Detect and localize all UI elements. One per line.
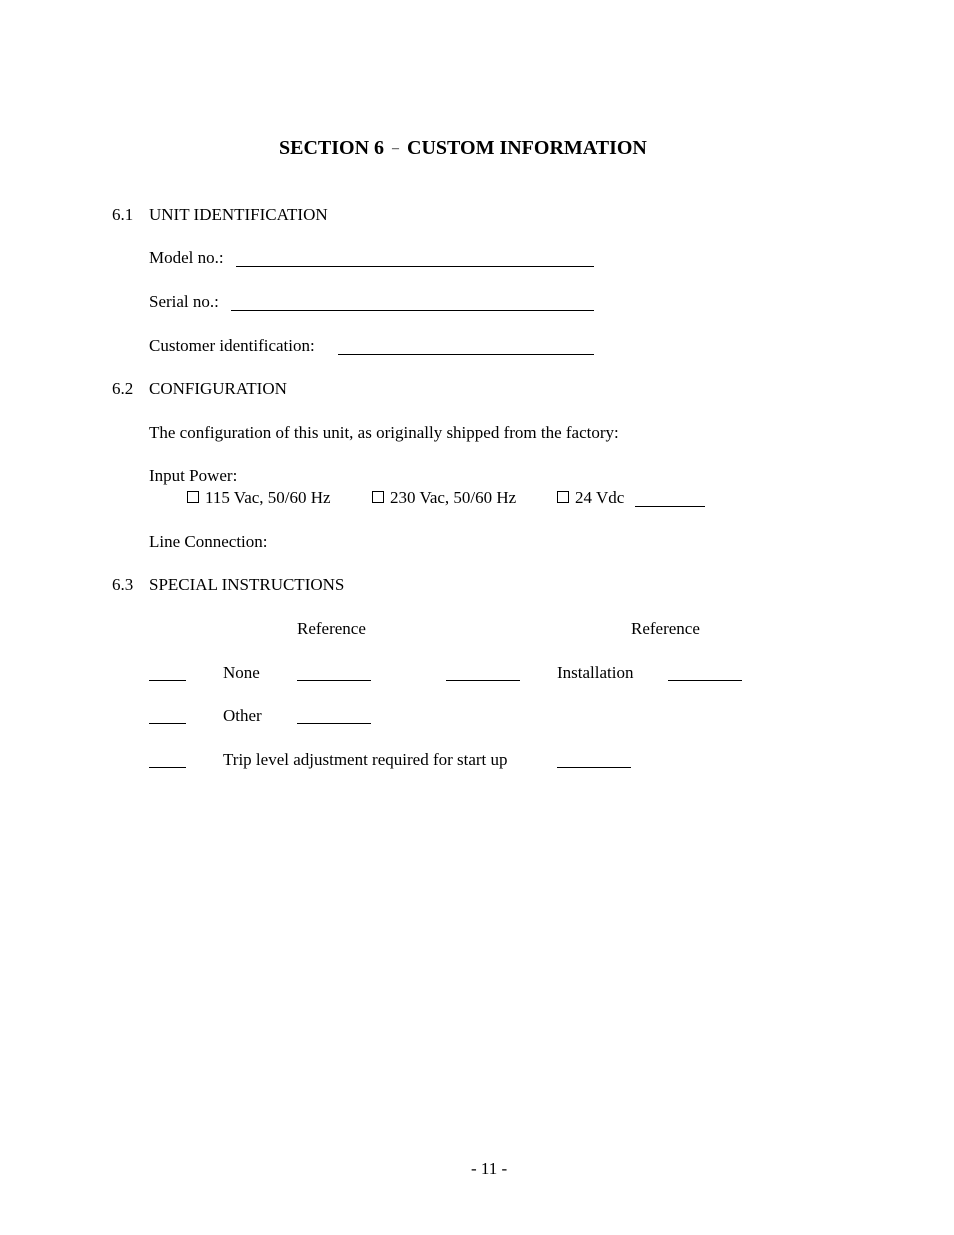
line-connection-label: Line Connection: (149, 532, 268, 551)
24vdc-field[interactable] (635, 506, 705, 507)
page-number: - 11 - (471, 1159, 508, 1178)
section-6-2-number: 6.2 (112, 379, 134, 398)
model-field[interactable] (236, 266, 594, 267)
checkbox-230vac[interactable] (372, 491, 384, 503)
other-reference-field[interactable] (297, 723, 371, 724)
trip-check-field[interactable] (149, 767, 186, 768)
other-check-field[interactable] (149, 723, 186, 724)
section-6-3-number: 6.3 (112, 575, 134, 594)
section-6-1-title: UNIT IDENTIFICATION (149, 205, 328, 224)
none-label: None (223, 663, 260, 682)
none-reference-field[interactable] (297, 680, 371, 681)
section-6-1-number: 6.1 (112, 205, 134, 224)
customer-id-field[interactable] (338, 354, 594, 355)
input-power-label: Input Power: (149, 466, 238, 485)
title-dash: – (392, 141, 400, 156)
serial-field[interactable] (231, 310, 594, 311)
none-check-field[interactable] (149, 680, 186, 681)
page-title (279, 136, 647, 163)
installation-label: Installation (557, 663, 634, 682)
section-6-2-title: CONFIGURATION (149, 379, 287, 398)
option-24vdc-label: 24 Vdc (575, 488, 625, 507)
section-number: SECTION 6 (279, 137, 385, 159)
trip-level-label: Trip level adjustment required for start up (223, 750, 508, 769)
reference-header-right: Reference (631, 619, 700, 638)
checkbox-24vdc[interactable] (557, 491, 569, 503)
configuration-intro: The configuration of this unit, as originally shipped from the factory: (149, 423, 619, 442)
section-6-3-title: SPECIAL INSTRUCTIONS (149, 575, 345, 594)
section-title: CUSTOM INFORMATION (407, 137, 647, 159)
option-230vac[interactable] (372, 488, 516, 508)
customer-id-label: Customer identification: (149, 336, 315, 355)
reference-header-left: Reference (297, 619, 366, 638)
model-label: Model no.: (149, 248, 224, 267)
installation-reference-field[interactable] (668, 680, 742, 681)
option-115vac[interactable] (187, 488, 331, 508)
trip-reference-field[interactable] (557, 767, 631, 768)
other-label: Other (223, 706, 262, 725)
installation-check-field[interactable] (446, 680, 520, 681)
checkbox-115vac[interactable] (187, 491, 199, 503)
serial-label: Serial no.: (149, 292, 219, 311)
option-24vdc[interactable] (557, 488, 624, 508)
option-230vac-label: 230 Vac, 50/60 Hz (390, 488, 517, 507)
option-115vac-label: 115 Vac, 50/60 Hz (205, 488, 331, 507)
